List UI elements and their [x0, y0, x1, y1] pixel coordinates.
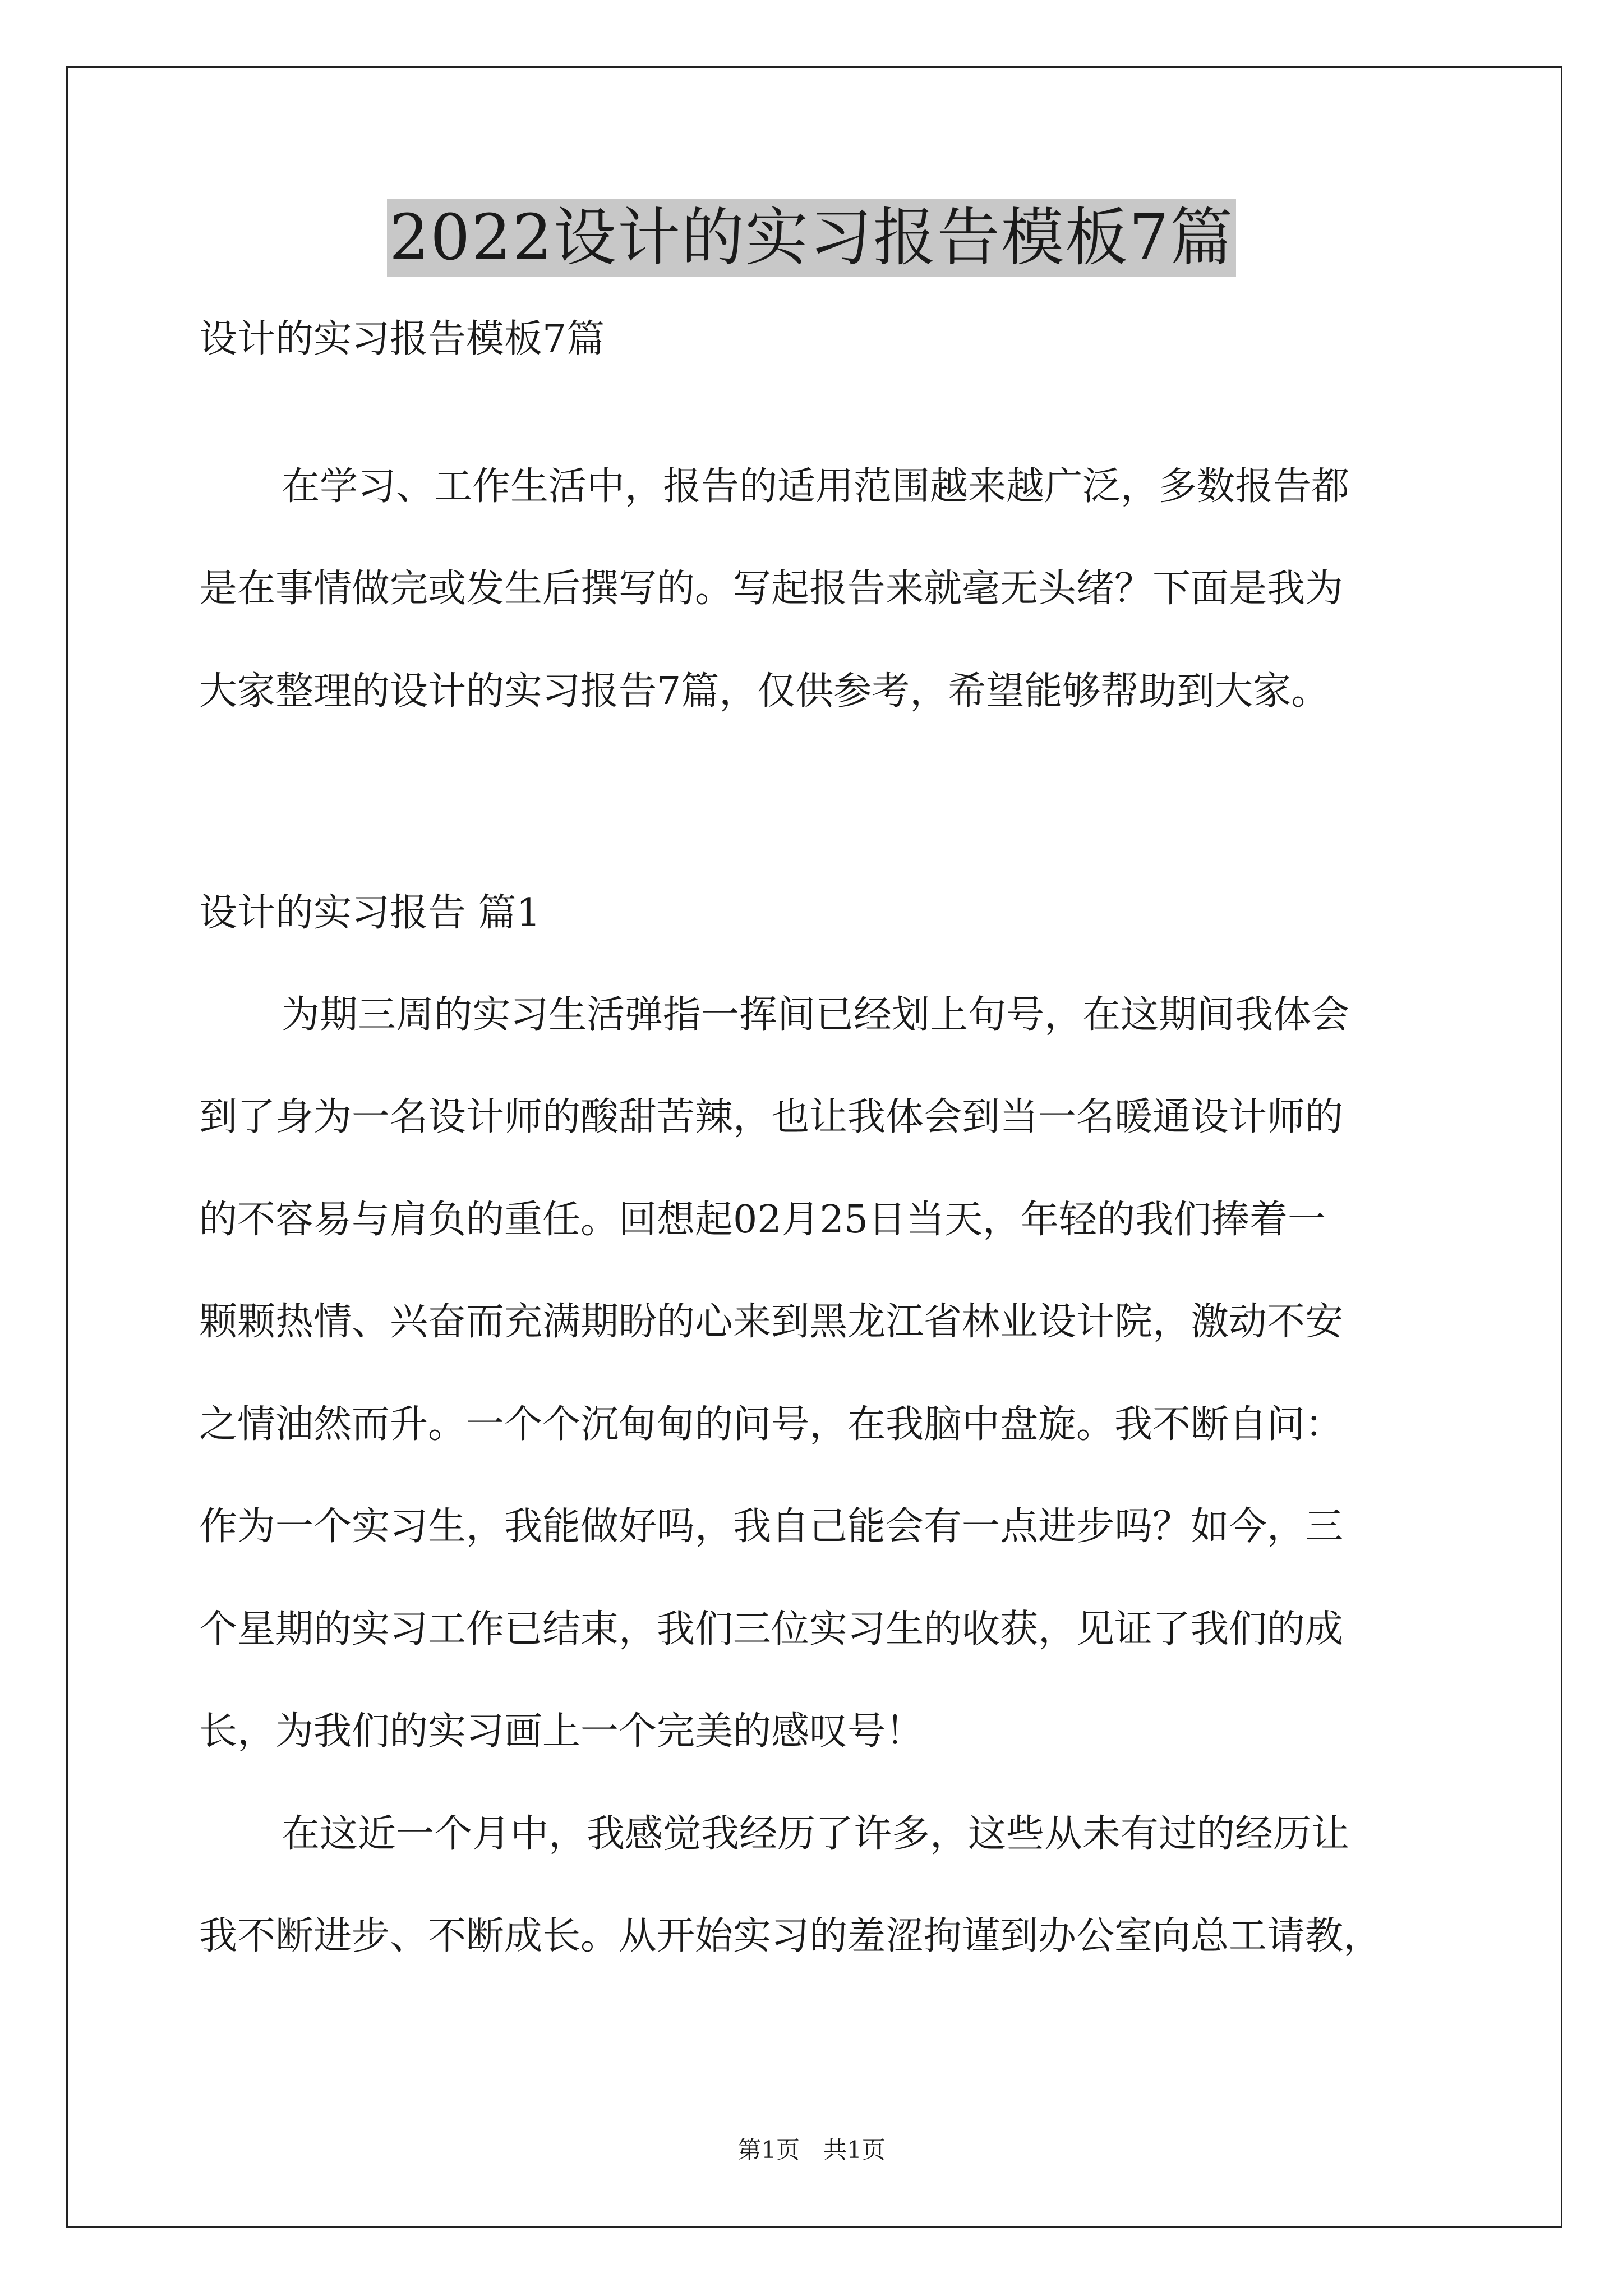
section-heading: 设计的实习报告 篇1: [199, 891, 541, 935]
paragraph-line: 个星期的实习工作已结束，我们三位实习生的收获，见证了我们的成: [199, 1607, 1344, 1651]
document-title: 2022设计的实习报告模板7篇: [387, 199, 1236, 277]
paragraph-line: 在这近一个月中，我感觉我经历了许多，这些从未有过的经历让: [282, 1812, 1350, 1856]
paragraph-line: 之情油然而升。一个个沉甸甸的问号，在我脑中盘旋。我不断自问：: [199, 1402, 1344, 1447]
paragraph-line: 我不断进步、不断成长。从开始实习的羞涩拘谨到办公室向总工请教，: [199, 1914, 1382, 1958]
intro-line: 大家整理的设计的实习报告7篇，仅供参考，希望能够帮助到大家。: [199, 669, 1330, 714]
title-block: [0, 199, 1623, 277]
paragraph-line: 长，为我们的实习画上一个完美的感叹号！: [199, 1709, 924, 1754]
document-subtitle: 设计的实习报告模板7篇: [199, 317, 605, 361]
page-footer: 第1页 共1页: [737, 2136, 886, 2164]
page-border: [66, 66, 1562, 2228]
intro-line: 是在事情做完或发生后撰写的。写起报告来就毫无头绪？下面是我为: [199, 567, 1344, 611]
paragraph-line: 到了身为一名设计师的酸甜苦辣，也让我体会到当一名暖通设计师的: [199, 1095, 1344, 1139]
paragraph-line: 的不容易与肩负的重任。回想起02月25日当天，年轻的我们捧着一: [199, 1198, 1326, 1242]
intro-line: 在学习、工作生活中，报告的适用范围越来越广泛，多数报告都: [282, 464, 1350, 509]
paragraph-line: 颗颗热情、兴奋而充满期盼的心来到黑龙江省林业设计院，激动不安: [199, 1300, 1344, 1344]
paragraph-line: 作为一个实习生，我能做好吗，我自己能会有一点进步吗？如今，三: [199, 1504, 1344, 1549]
paragraph-line: 为期三周的实习生活弹指一挥间已经划上句号，在这期间我体会: [282, 993, 1350, 1037]
